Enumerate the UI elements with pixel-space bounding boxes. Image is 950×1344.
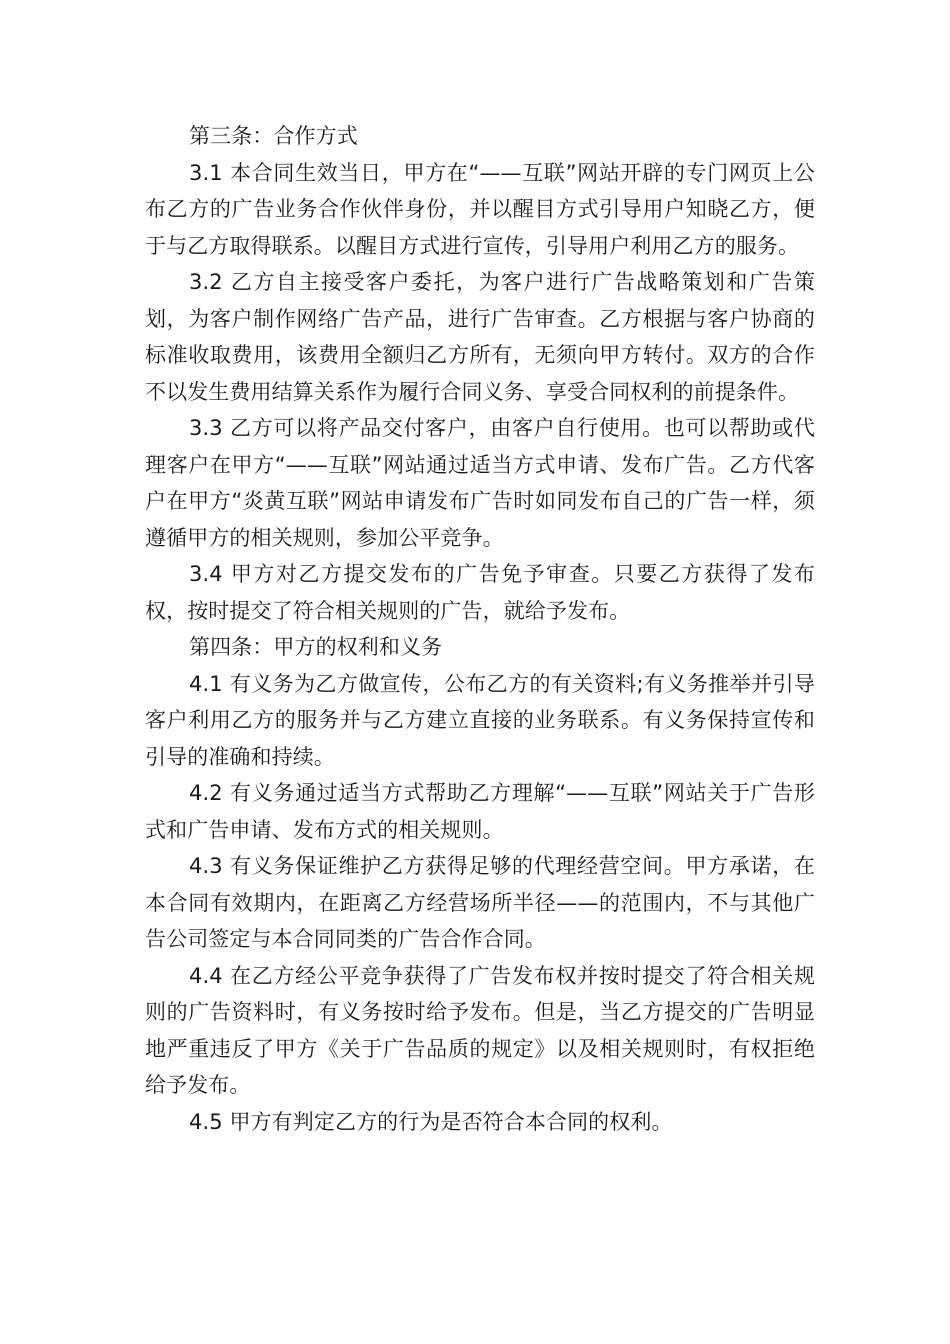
article-heading: 第三条：合作方式 <box>189 124 358 148</box>
clause-4-1: 4.1 有义务为乙方做宣传，公布乙方的有关资料;有义务推举并引导客户利用乙方的服务并与乙方建立直接的业务联系。有义务保持宣传和引导的准确和持续。 <box>145 671 815 769</box>
article-3 <box>145 118 815 629</box>
clause-4-2: 4.2 有义务通过适当方式帮助乙方理解“——互联”网站关于广告形式和广告申请、发布方式的相关规则。 <box>145 781 815 842</box>
clause-3-4: 3.4 甲方对乙方提交发布的广告免予审查。只要乙方获得了发布权，按时提交了符合相关规则的广告，就给予发布。 <box>145 562 815 623</box>
article-heading: 第四条：甲方的权利和义务 <box>189 635 443 659</box>
document-page <box>145 118 815 1140</box>
article-4 <box>145 629 815 1140</box>
clause-4-4: 4.4 在乙方经公平竞争获得了广告发布权并按时提交了符合相关规则的广告资料时，有义务按时给予发布。但是，当乙方提交的广告明显地严重违反了甲方《关于广告品质的规定》以及相关规则时，有权拒绝给予发布。 <box>145 963 815 1097</box>
clause-3-1: 3.1 本合同生效当日，甲方在“——互联”网站开辟的专门网页上公布乙方的广告业务合作伙伴身份，并以醒目方式引导用户知晓乙方，便于与乙方取得联系。以醒目方式进行宣传，引导用户利用乙方的服务。 <box>145 160 815 258</box>
clause-3-2: 3.2 乙方自主接受客户委托，为客户进行广告战略策划和广告策划，为客户制作网络广告产品，进行广告审查。乙方根据与客户协商的标准收取费用，该费用全额归乙方所有，无须向甲方转付。双方的合作不以发生费用结算关系作为履行合同义务、享受合同权利的前提条件。 <box>145 270 815 404</box>
clause-4-5: 4.5 甲方有判定乙方的行为是否符合本合同的权利。 <box>189 1109 673 1134</box>
clause-4-3: 4.3 有义务保证维护乙方获得足够的代理经营空间。甲方承诺，在本合同有效期内，在距离乙方经营场所半径——的范围内，不与其他广告公司签定与本合同同类的广告合作合同。 <box>145 854 815 951</box>
clause-3-3: 3.3 乙方可以将产品交付客户，由客户自行使用。也可以帮助或代理客户在甲方“——互联”网站通过适当方式申请、发布广告。乙方代客户在甲方“炎黄互联”网站申请发布广告时如同发布自己的广告一样，须遵循甲方的相关规则，参加公平竞争。 <box>145 416 815 550</box>
